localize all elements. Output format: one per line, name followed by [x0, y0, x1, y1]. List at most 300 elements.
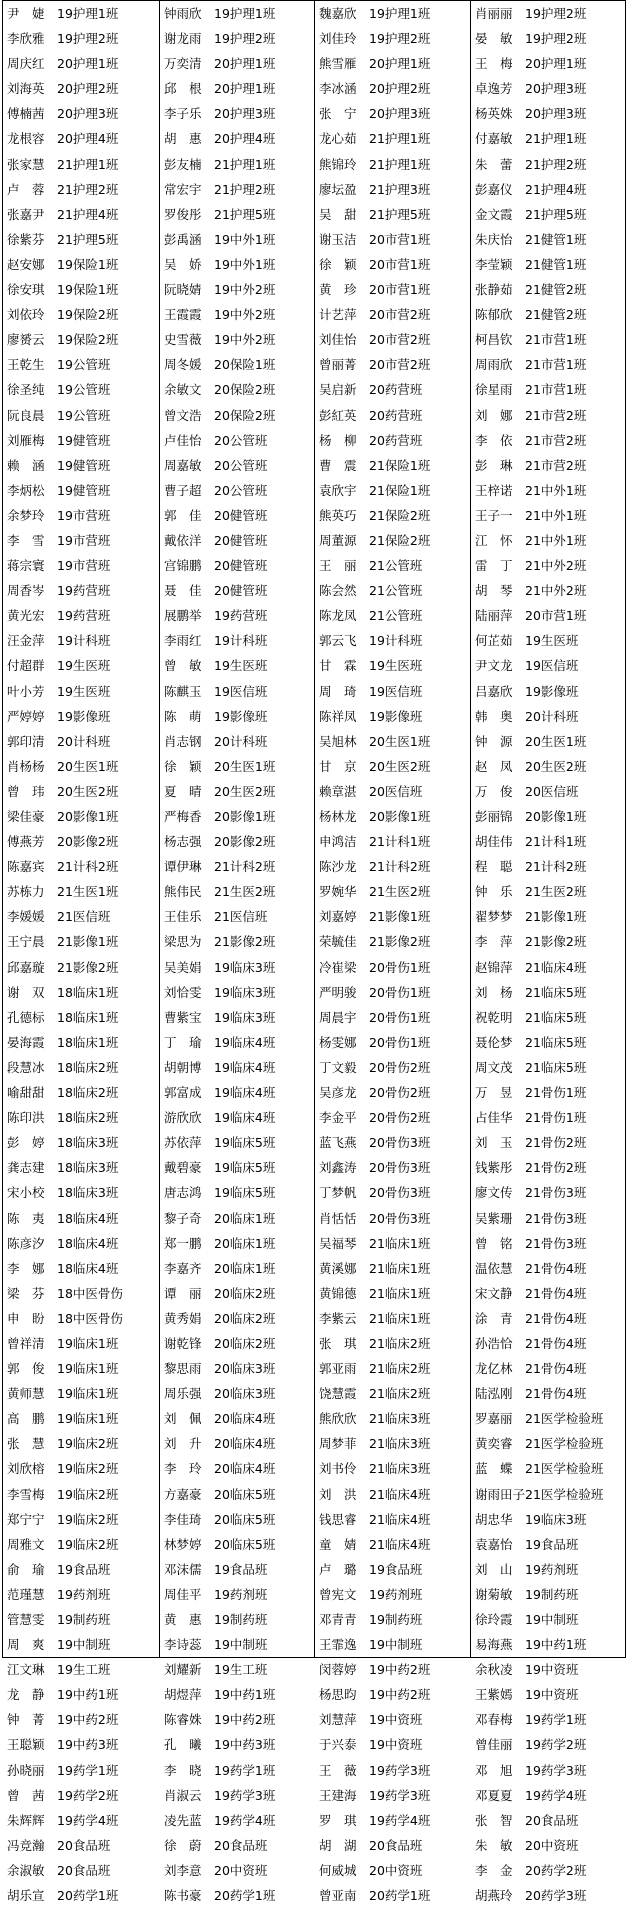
- student-name: 周庆红: [7, 56, 45, 72]
- roster-entry: [160, 1431, 314, 1456]
- student-name: 雷 丁: [475, 558, 513, 574]
- class-name: 19生医班: [57, 658, 111, 674]
- roster-entry: [160, 453, 314, 478]
- student-name: 王紫嫣: [475, 1687, 513, 1703]
- roster-entry: [471, 955, 625, 980]
- class-name: 19中制班: [369, 1637, 423, 1653]
- roster-entry: [160, 1256, 314, 1281]
- roster-entry: [315, 403, 470, 428]
- class-name: 20药学3班: [525, 1888, 587, 1904]
- roster-entry: [160, 1231, 314, 1256]
- student-name: 胡燕玲: [475, 1888, 513, 1904]
- class-name: 21骨伤4班: [525, 1361, 587, 1377]
- roster-entry: [471, 453, 625, 478]
- class-name: 21骨伤3班: [525, 1185, 587, 1201]
- student-name: 熊雪雁: [319, 56, 357, 72]
- student-name: 谢乾锋: [164, 1335, 202, 1351]
- roster-entry: [3, 704, 159, 729]
- class-name: 20骨伤1班: [369, 1009, 431, 1025]
- roster-entry: [315, 704, 470, 729]
- class-name: 19药学4班: [369, 1812, 431, 1828]
- roster-entry: [315, 1256, 470, 1281]
- roster-entry: [160, 327, 314, 352]
- class-name: 19食品班: [369, 1561, 423, 1577]
- class-name: 20临床4班: [214, 1436, 276, 1452]
- student-name: 何威城: [319, 1862, 357, 1878]
- student-name: 于兴泰: [319, 1737, 357, 1753]
- student-name: 张静茹: [475, 282, 513, 298]
- class-name: 20骨伤1班: [369, 959, 431, 975]
- student-name: 杨思昀: [319, 1687, 357, 1703]
- student-name: 申 盼: [7, 1310, 45, 1326]
- roster-entry: [160, 1406, 314, 1431]
- roster-entry: [160, 302, 314, 327]
- roster-entry: [315, 302, 470, 327]
- class-name: 19中资班: [369, 1737, 423, 1753]
- student-name: 李金平: [319, 1110, 357, 1126]
- class-name: 20计科班: [57, 733, 111, 749]
- student-name: 赖 涵: [7, 457, 45, 473]
- roster-entry: [471, 904, 625, 929]
- roster-entry: [315, 1732, 470, 1757]
- class-name: 19护理2班: [369, 31, 431, 47]
- student-name: 何芷茹: [475, 633, 513, 649]
- student-name: 严明骏: [319, 984, 357, 1000]
- class-name: 21临床1班: [369, 1285, 431, 1301]
- student-name: 周嘉敏: [164, 457, 202, 473]
- student-name: 晏 敏: [475, 31, 513, 47]
- roster-entry: [160, 1632, 314, 1657]
- class-name: 19药学3班: [369, 1787, 431, 1803]
- student-name: 严梅香: [164, 809, 202, 824]
- class-name: 21护理1班: [369, 156, 431, 172]
- roster-entry: [160, 1707, 314, 1732]
- roster-entry: [315, 1783, 470, 1808]
- student-name: 罗婉华: [319, 884, 357, 900]
- roster-entry: [315, 1431, 470, 1456]
- roster-entry: [315, 879, 470, 904]
- student-name: 肖恬恬: [319, 1210, 357, 1226]
- roster-entry: [3, 1482, 159, 1507]
- roster-entry: [471, 729, 625, 754]
- class-name: 19临床2班: [57, 1536, 119, 1552]
- roster-entry: [160, 227, 314, 252]
- roster-entry: [3, 152, 159, 177]
- roster-entry: [471, 1, 625, 26]
- class-name: 20护理4班: [214, 131, 276, 147]
- class-name: 19中外2班: [214, 307, 276, 323]
- class-name: 21护理1班: [57, 156, 119, 172]
- student-name: 胡 琴: [475, 583, 513, 599]
- roster-entry: [471, 177, 625, 202]
- class-name: 19临床1班: [57, 1361, 119, 1377]
- class-name: 20生医1班: [525, 733, 587, 749]
- student-name: 刘鑫涛: [319, 1160, 357, 1176]
- class-name: 20临床4班: [214, 1411, 276, 1427]
- roster-entry: [471, 1632, 625, 1657]
- student-name: 梁佳豪: [7, 809, 45, 824]
- class-name: 19临床1班: [57, 1386, 119, 1402]
- roster-entry: [160, 1858, 314, 1883]
- class-name: 21中外1班: [525, 482, 587, 498]
- class-name: 19中药1班: [57, 1687, 119, 1703]
- roster-entry: [471, 754, 625, 779]
- roster-entry: [160, 1, 314, 26]
- class-name: 19护理1班: [57, 6, 119, 21]
- student-name: 丁梦帆: [319, 1185, 357, 1201]
- roster-entry: [160, 1482, 314, 1507]
- class-name: 19护理2班: [525, 31, 587, 47]
- roster-entry: [3, 1105, 159, 1130]
- student-name: 刘欣榕: [7, 1461, 45, 1477]
- student-name: 曾丽菁: [319, 357, 357, 373]
- roster-entry: [160, 729, 314, 754]
- roster-entry: [471, 1858, 625, 1883]
- class-name: 19中外1班: [214, 256, 276, 272]
- class-name: 19护理1班: [369, 6, 431, 21]
- class-name: 20护理1班: [369, 56, 431, 72]
- student-name: 王 丽: [319, 558, 357, 574]
- roster-entry: [471, 1833, 625, 1858]
- class-name: 20临床5班: [214, 1511, 276, 1527]
- student-name: 涂 青: [475, 1310, 513, 1326]
- student-name: 周冬媛: [164, 357, 202, 373]
- roster-entry: [160, 904, 314, 929]
- student-name: 徐紫芬: [7, 231, 45, 247]
- student-name: 刘 杨: [475, 984, 513, 1000]
- student-name: 傅燕芳: [7, 834, 45, 850]
- roster-entry: [3, 1080, 159, 1105]
- student-name: 甘 霖: [319, 658, 357, 674]
- class-name: 19药剂班: [214, 1586, 268, 1602]
- class-name: 19临床3班: [214, 1009, 276, 1025]
- roster-entry: [160, 1682, 314, 1707]
- roster-entry: [160, 503, 314, 528]
- student-name: 谢菊敏: [475, 1586, 513, 1602]
- roster-entry: [160, 252, 314, 277]
- roster-entry: [471, 1883, 625, 1908]
- roster-entry: [315, 227, 470, 252]
- class-name: 20临床3班: [214, 1386, 276, 1402]
- roster-entry: [160, 478, 314, 503]
- roster-entry: [471, 1180, 625, 1205]
- student-name: 谢龙雨: [164, 31, 202, 47]
- student-name: 周香岑: [7, 583, 45, 599]
- class-name: 19医信班: [369, 683, 423, 699]
- student-name: 龙 静: [7, 1687, 45, 1703]
- class-name: 20中资班: [214, 1862, 268, 1878]
- student-name: 刘嘉婷: [319, 909, 357, 925]
- class-name: 19公管班: [57, 357, 111, 373]
- roster-entry: [3, 628, 159, 653]
- student-name: 朱 蕾: [475, 156, 513, 172]
- class-name: 20中资班: [369, 1862, 423, 1878]
- student-name: 高 鹏: [7, 1411, 45, 1427]
- roster-entry: [315, 779, 470, 804]
- class-name: 20市营1班: [369, 256, 431, 272]
- roster-entry: [471, 1507, 625, 1532]
- class-name: 19生医班: [57, 683, 111, 699]
- student-name: 凌先蓝: [164, 1812, 202, 1828]
- roster-entry: [315, 1858, 470, 1883]
- roster-entry: [315, 1306, 470, 1331]
- class-name: 21护理2班: [57, 181, 119, 197]
- student-name: 宋文静: [475, 1285, 513, 1301]
- class-name: 19健管班: [57, 457, 111, 473]
- class-name: 21临床4班: [369, 1511, 431, 1527]
- student-name: 吴启新: [319, 382, 357, 398]
- student-name: 周晨宇: [319, 1009, 357, 1025]
- roster-entry: [471, 854, 625, 879]
- class-name: 20骨伤2班: [369, 1085, 431, 1101]
- student-name: 刘 娜: [475, 407, 513, 423]
- roster-entry: [160, 428, 314, 453]
- class-name: 20护理3班: [525, 106, 587, 122]
- student-name: 刘耀新: [164, 1662, 202, 1678]
- roster-entry: [471, 779, 625, 804]
- student-name: 聂 佳: [164, 583, 202, 599]
- student-name: 金文霞: [475, 206, 513, 222]
- class-name: 21生医1班: [57, 884, 119, 900]
- roster-entry: [160, 352, 314, 377]
- roster-entry: [315, 1632, 470, 1657]
- student-name: 张 慧: [7, 1436, 45, 1452]
- student-name: 蓝 蝶: [475, 1461, 513, 1477]
- student-name: 钟 源: [475, 733, 513, 749]
- class-name: 21护理4班: [525, 181, 587, 197]
- class-name: 19临床3班: [525, 1511, 587, 1527]
- class-name: 18临床2班: [57, 1085, 119, 1101]
- student-name: 黄 珍: [319, 282, 357, 298]
- student-name: 张嘉尹: [7, 206, 45, 222]
- student-name: 胡煜萍: [164, 1687, 202, 1703]
- roster-entry: [3, 1256, 159, 1281]
- class-name: 20临床1班: [214, 1235, 276, 1251]
- class-name: 21影像1班: [525, 909, 587, 925]
- roster-entry: [315, 980, 470, 1005]
- class-name: 19中药2班: [369, 1662, 431, 1678]
- roster-entry: [3, 904, 159, 929]
- roster-entry: [471, 1331, 625, 1356]
- class-name: 21影像2班: [369, 934, 431, 950]
- roster-entry: [3, 603, 159, 628]
- class-name: 21医学检验班: [525, 1486, 604, 1502]
- student-name: 林梦婷: [164, 1536, 202, 1552]
- roster-entry: [471, 980, 625, 1005]
- roster-entry: [160, 403, 314, 428]
- class-name: 20药学1班: [214, 1888, 276, 1904]
- roster-entry: [160, 1105, 314, 1130]
- student-name: 刘 洪: [319, 1486, 357, 1502]
- roster-entry: [471, 428, 625, 453]
- roster-entry: [471, 1055, 625, 1080]
- class-name: 21骨伤3班: [525, 1210, 587, 1226]
- roster-entry: [315, 1231, 470, 1256]
- student-name: 王乾生: [7, 357, 45, 373]
- class-name: 19市营班: [57, 558, 111, 574]
- class-name: 19保险2班: [57, 307, 119, 323]
- roster-entry: [160, 1055, 314, 1080]
- class-name: 19制药班: [214, 1612, 268, 1627]
- roster-entry: [3, 227, 159, 252]
- class-name: 19中制班: [525, 1612, 579, 1627]
- roster-entry: [3, 1758, 159, 1783]
- student-name: 夏 晴: [164, 783, 202, 799]
- class-name: 21市营1班: [525, 357, 587, 373]
- roster-entry: [160, 1456, 314, 1481]
- student-name: 曾亚南: [319, 1888, 357, 1904]
- class-name: 20影像2班: [214, 834, 276, 850]
- class-name: 20医信班: [525, 783, 579, 799]
- roster-entry: [315, 152, 470, 177]
- class-name: 21骨伤1班: [525, 1085, 587, 1101]
- roster-entry: [160, 553, 314, 578]
- class-name: 20保险2班: [214, 382, 276, 398]
- class-name: 21医信班: [57, 909, 111, 925]
- roster-entry: [471, 1732, 625, 1757]
- roster-entry: [3, 1456, 159, 1481]
- roster-entry: [3, 754, 159, 779]
- student-name: 周文茂: [475, 1059, 513, 1075]
- student-name: 吕嘉欣: [475, 683, 513, 699]
- class-name: 21护理5班: [525, 206, 587, 222]
- student-name: 孔 曦: [164, 1737, 202, 1753]
- class-name: 20临床2班: [214, 1310, 276, 1326]
- class-name: 20健管班: [214, 558, 268, 574]
- student-name: 叶小芳: [7, 683, 45, 699]
- class-name: 21计科1班: [369, 834, 431, 850]
- roster-entry: [315, 1356, 470, 1381]
- student-name: 赵安娜: [7, 256, 45, 272]
- student-name: 吴旭林: [319, 733, 357, 749]
- roster-entry: [315, 51, 470, 76]
- student-name: 彭禹涵: [164, 231, 202, 247]
- roster-entry: [3, 76, 159, 101]
- student-name: 宋小校: [7, 1185, 45, 1201]
- student-name: 黄秀娟: [164, 1310, 202, 1326]
- student-name: 王梓诺: [475, 482, 513, 498]
- class-name: 21护理2班: [525, 156, 587, 172]
- roster-entry: [315, 277, 470, 302]
- class-name: 20临床5班: [214, 1486, 276, 1502]
- roster-entry: [471, 352, 625, 377]
- class-name: 20临床2班: [214, 1285, 276, 1301]
- student-name: 汪金萍: [7, 633, 45, 649]
- class-name: 21中外1班: [525, 532, 587, 548]
- student-name: 占佳华: [475, 1110, 513, 1126]
- class-name: 19药学3班: [525, 1762, 587, 1778]
- roster-entry: [315, 352, 470, 377]
- roster-entry: [471, 51, 625, 76]
- student-name: 王宁晨: [7, 934, 45, 950]
- class-name: 19中外2班: [214, 332, 276, 348]
- student-name: 蓝飞燕: [319, 1135, 357, 1151]
- roster-entry: [471, 528, 625, 553]
- student-name: 陈 萌: [164, 708, 202, 724]
- roster-column-4: [470, 0, 626, 1904]
- student-name: 周雨欣: [475, 357, 513, 373]
- student-name: 丁文毅: [319, 1059, 357, 1075]
- student-name: 万 昱: [475, 1085, 513, 1101]
- roster-entry: [471, 829, 625, 854]
- class-name: 19中外1班: [214, 231, 276, 247]
- class-name: 21临床3班: [369, 1461, 431, 1477]
- class-name: 21中外2班: [525, 583, 587, 599]
- roster-entry: [3, 302, 159, 327]
- class-name: 21临床3班: [369, 1436, 431, 1452]
- student-name: 吴紫珊: [475, 1210, 513, 1226]
- class-name: 20骨伤1班: [369, 984, 431, 1000]
- class-name: 19临床4班: [214, 1059, 276, 1075]
- roster-entry: [160, 126, 314, 151]
- class-name: 20临床1班: [214, 1210, 276, 1226]
- student-name: 万奕清: [164, 56, 202, 72]
- roster-entry: [315, 101, 470, 126]
- class-name: 21市营2班: [525, 407, 587, 423]
- roster-entry: [160, 26, 314, 51]
- roster-entry: [471, 1532, 625, 1557]
- roster-entry: [471, 252, 625, 277]
- class-name: 21中外2班: [525, 558, 587, 574]
- class-name: 19中资班: [525, 1687, 579, 1703]
- student-name: 邓青青: [319, 1612, 357, 1627]
- student-name: 苏栋力: [7, 884, 45, 900]
- student-name: 郭 俊: [7, 1361, 45, 1377]
- class-name: 21影像2班: [525, 934, 587, 950]
- class-name: 19健管班: [57, 432, 111, 448]
- student-name: 邱嘉璇: [7, 959, 45, 975]
- roster-entry: [471, 126, 625, 151]
- class-name: 20临床3班: [214, 1361, 276, 1377]
- student-name: 陈祥凤: [319, 708, 357, 724]
- roster-entry: [471, 1682, 625, 1707]
- student-name: 谢雨田子: [475, 1486, 526, 1502]
- roster-entry: [471, 327, 625, 352]
- roster-entry: [471, 1306, 625, 1331]
- class-name: 19临床1班: [57, 1335, 119, 1351]
- student-name: 刘佳怡: [319, 332, 357, 348]
- student-name: 刘恰雯: [164, 984, 202, 1000]
- class-name: 20护理4班: [57, 131, 119, 147]
- roster-entry: [3, 578, 159, 603]
- class-name: 19药学1班: [214, 1762, 276, 1778]
- roster-entry: [471, 1557, 625, 1582]
- student-name: 展鹏举: [164, 608, 202, 624]
- class-name: 21骨伤4班: [525, 1310, 587, 1326]
- student-name: 刘 山: [475, 1561, 513, 1577]
- class-name: 21临床2班: [369, 1335, 431, 1351]
- roster-entry: [471, 1030, 625, 1055]
- roster-entry: [160, 1155, 314, 1180]
- roster-entry: [3, 1431, 159, 1456]
- student-name: 龙心茹: [319, 131, 357, 147]
- class-name: 20药营班: [369, 432, 423, 448]
- class-name: 20影像1班: [57, 809, 119, 824]
- student-name: 方嘉豪: [164, 1486, 202, 1502]
- class-name: 21护理3班: [369, 181, 431, 197]
- class-name: 18临床3班: [57, 1135, 119, 1151]
- student-name: 饶慧霞: [319, 1386, 357, 1402]
- class-name: 21临床5班: [525, 1034, 587, 1050]
- class-name: 19生医班: [525, 633, 579, 649]
- student-name: 冷崔梁: [319, 959, 357, 975]
- student-name: 周梦菲: [319, 1436, 357, 1452]
- roster-entry: [315, 1130, 470, 1155]
- roster-entry: [471, 478, 625, 503]
- class-name: 21保险1班: [369, 482, 431, 498]
- student-name: 闵蓉婷: [319, 1662, 357, 1678]
- roster-entry: [3, 26, 159, 51]
